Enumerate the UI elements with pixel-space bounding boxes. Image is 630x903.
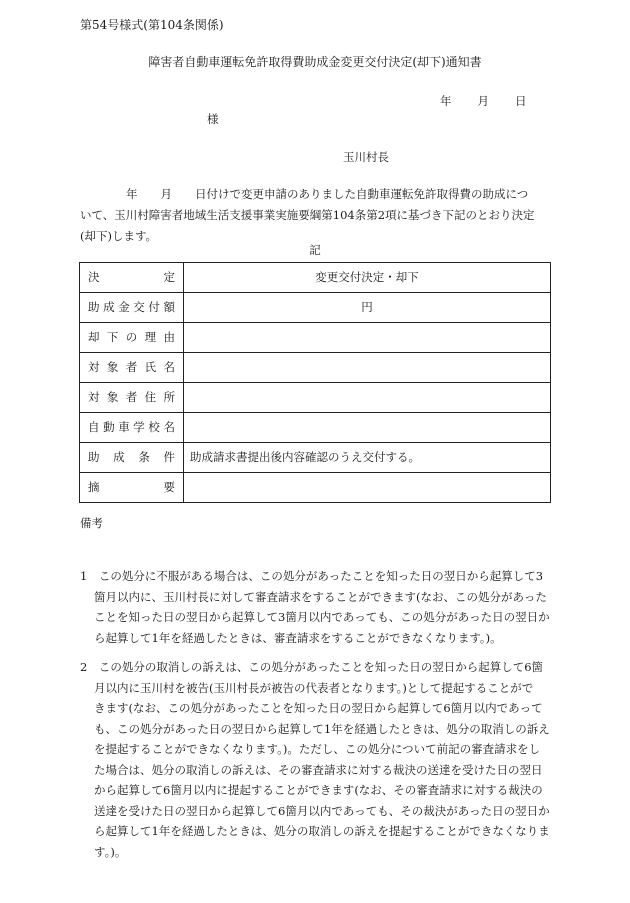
body-line: (却下)します。 <box>80 229 158 243</box>
document-title: 障害者自動車運転免許取得費助成金変更交付決定(却下)通知書 <box>148 55 482 69</box>
date-day-label: 日 <box>515 94 527 108</box>
issuer-name: 玉川村長 <box>343 150 389 164</box>
table-row <box>80 383 551 413</box>
row-value <box>184 383 551 413</box>
row-label: 摘 要 <box>88 480 175 495</box>
note-line: す。)。 <box>94 844 127 859</box>
note-line: ことを知った日の翌日から起算して3箇月以内であっても、この処分があった日の翌日か <box>94 610 550 624</box>
note-line: た場合は、処分の取消しの訴えは、その審査請求に対する裁決の送達を受けた日の翌日 <box>94 762 543 777</box>
note-line: 1 この処分に不服がある場合は、この処分があったことを知った日の翌日から起算して3 <box>80 569 544 583</box>
note-line: きます(なお、この処分があったことを知った日の翌日から起算して6箇月以内であって <box>94 701 543 715</box>
row-label-cell <box>80 323 184 353</box>
row-label: 対 象 者 住 所 <box>88 390 175 405</box>
row-value <box>184 413 551 443</box>
note-line: ら起算して1年を経過したときは、処分の取消しの訴えを提起することができなくなりま <box>94 824 550 838</box>
note-line: から起算して6箇月以内に提起することができます(なお、その審査請求に対する裁決の <box>94 783 543 797</box>
row-label-cell <box>80 383 184 413</box>
row-label: 決 定 <box>88 270 175 285</box>
date-line <box>440 94 527 108</box>
table-row <box>80 263 551 293</box>
body-line: 年 月 日付けで変更申請のありました自動車運転免許取得費の助成につ <box>80 187 529 201</box>
ki-marker: 記 <box>309 243 321 257</box>
addressee-suffix: 様 <box>207 112 219 126</box>
row-label: 自 動 車 学 校 名 <box>88 420 175 435</box>
table-row <box>80 353 551 383</box>
row-label: 却 下 の 理 由 <box>88 330 175 345</box>
note-line: 送達を受けた日の翌日から起算して6箇月以内であっても、その裁決があった日の翌日か <box>94 803 550 818</box>
row-value: 助成請求書提出後内容確認のうえ交付する。 <box>184 443 551 473</box>
row-label-cell <box>80 353 184 383</box>
body-line: いて、玉川村障害者地域生活支援事業実施要綱第104条第2項に基づき下記のとおり決定 <box>80 208 535 222</box>
row-label-cell <box>80 443 184 473</box>
row-label: 対 象 者 氏 名 <box>88 360 175 375</box>
date-month-label: 月 <box>477 94 489 108</box>
table-row <box>80 473 551 503</box>
note-line: ら起算して1年を経過したときは、審査請求をすることができなくなります。)。 <box>94 630 502 645</box>
note-2 <box>80 657 560 862</box>
table-row <box>80 413 551 443</box>
row-label-cell <box>80 293 184 323</box>
note-1 <box>80 566 560 648</box>
note-line: 2 この処分の取消しの訴えは、この処分があったことを知った日の翌日から起算して6箇 <box>80 660 544 674</box>
row-label: 助 成 金 交 付 額 <box>88 300 175 315</box>
table-row <box>80 293 551 323</box>
row-label-cell <box>80 413 184 443</box>
row-label-cell <box>80 473 184 503</box>
note-line: も、この処分があった日の翌日から起算して1年を経過したときは、処分の取消しの訴え <box>94 721 550 736</box>
row-value: 変更交付決定・却下 <box>184 263 551 293</box>
body-paragraph <box>80 184 556 247</box>
form-number: 第54号様式(第104条関係) <box>80 18 224 32</box>
note-line: 箇月以内に、玉川村長に対して審査請求をすることができます(なお、この処分があった <box>94 589 547 604</box>
row-value <box>184 323 551 353</box>
notes-heading: 備考 <box>80 516 103 530</box>
row-label-cell <box>80 263 184 293</box>
note-line: 月以内に玉川村を被告(玉川村長が被告の代表者となります。)として提起することがで <box>94 680 534 695</box>
note-line: を提起することができなくなります。)。ただし、この処分について前記の審査請求をし <box>94 742 541 756</box>
table-row <box>80 323 551 353</box>
date-year-label: 年 <box>440 94 452 108</box>
row-value: 円 <box>184 293 551 323</box>
decision-table <box>79 262 551 503</box>
row-value <box>184 353 551 383</box>
table-row <box>80 443 551 473</box>
row-label: 助 成 条 件 <box>88 450 175 465</box>
row-value <box>184 473 551 503</box>
